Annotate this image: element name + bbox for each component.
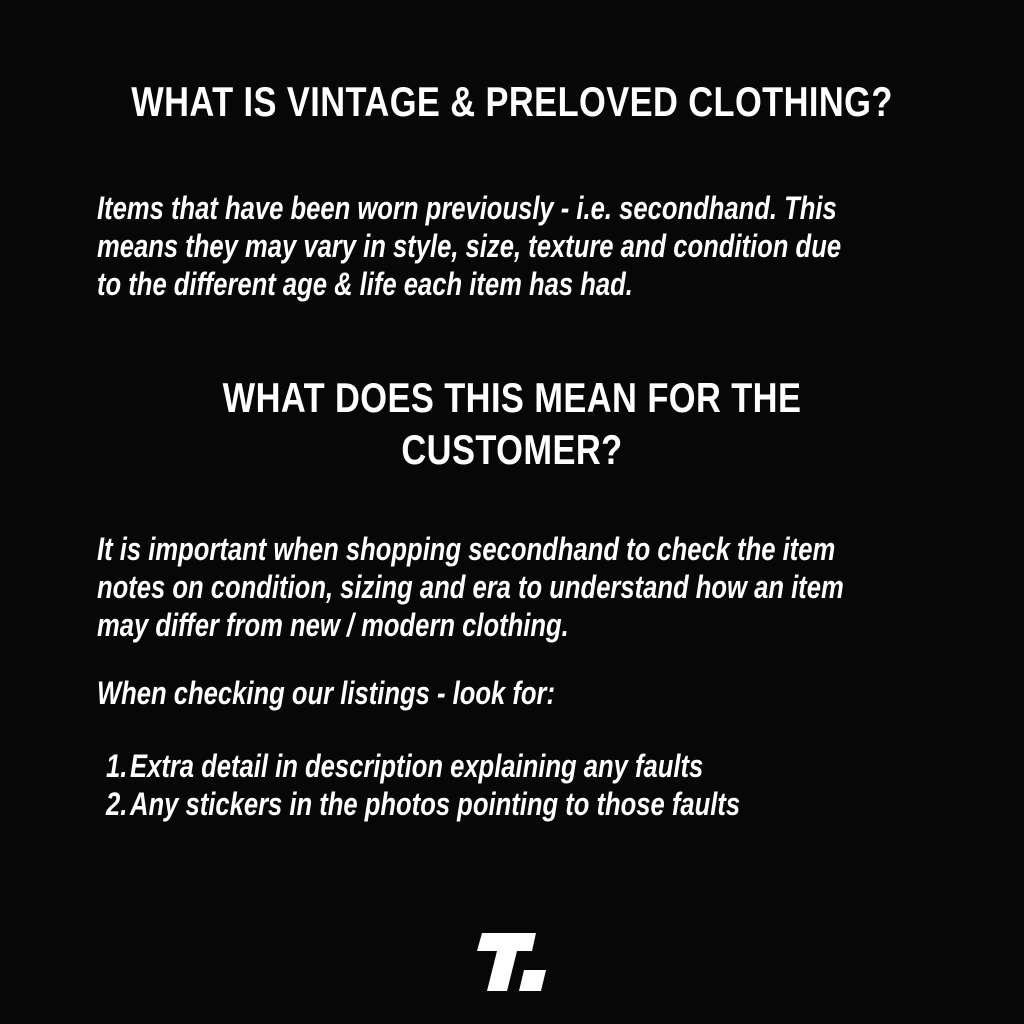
- intro-paragraph-line: Items that have been worn previously - i.e. secondhand. This: [97, 190, 837, 226]
- intro-paragraph-line: to the different age & life each item has had.: [97, 266, 633, 302]
- checklist-item: [106, 785, 740, 823]
- customer-heading-line: WHAT DOES THIS MEAN FOR THE: [222, 374, 802, 421]
- customer-paragraph: [97, 530, 844, 644]
- checklist-item-number: 2.: [106, 786, 128, 822]
- brand-logo-t-icon: [477, 933, 547, 996]
- customer-paragraph-line: may differ from new / modern clothing.: [97, 607, 569, 643]
- customer-heading: [92, 372, 932, 476]
- main-title: WHAT IS VINTAGE & PRELOVED CLOTHING?: [131, 78, 893, 125]
- brand-logo-t-glyph: [477, 933, 547, 991]
- checklist-item: [106, 747, 740, 785]
- intro-paragraph-line: means they may vary in style, size, texture and condition due: [97, 228, 842, 264]
- listings-intro: When checking our listings - look for:: [97, 675, 555, 711]
- checklist-item-text: Extra detail in description explaining any faults: [130, 748, 704, 784]
- customer-paragraph-line: notes on condition, sizing and era to understand how an item: [97, 569, 844, 605]
- checklist-item-number: 1.: [106, 748, 128, 784]
- listings-checklist: [106, 747, 740, 823]
- intro-paragraph: [97, 189, 841, 303]
- customer-heading-line: CUSTOMER?: [401, 426, 623, 473]
- checklist-item-text: Any stickers in the photos pointing to those faults: [130, 786, 741, 822]
- customer-paragraph-line: It is important when shopping secondhand to check the item: [97, 531, 836, 567]
